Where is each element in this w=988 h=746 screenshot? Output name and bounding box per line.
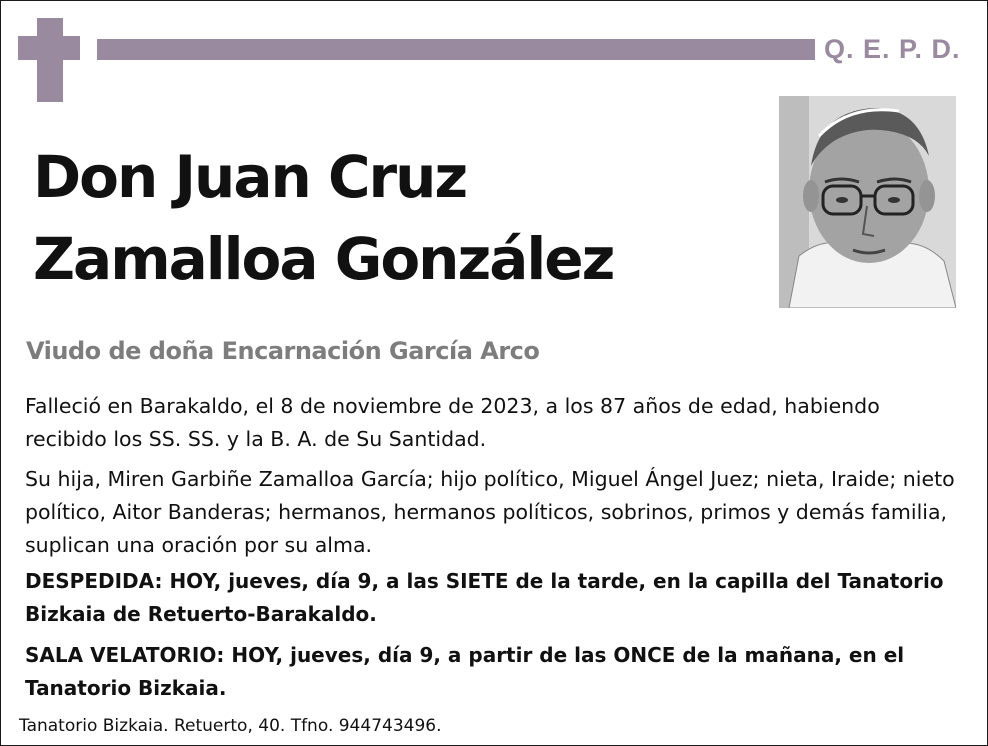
- deceased-name-line2: Zamalloa González: [33, 225, 614, 293]
- cross-horizontal-bar: [18, 36, 80, 60]
- portrait-photo: [779, 96, 956, 308]
- family-paragraph: Su hija, Miren Garbiñe Zamalloa García; hijo político, Miguel Ángel Juez; nieta, Iraide; nieto político, Aitor Banderas; hermanos, hermanos políticos, sobrinos, primos y demás familia, suplican una oración por su alma.: [25, 467, 955, 557]
- wake-room-paragraph: SALA VELATORIO: HOY, jueves, día 9, a partir de las ONCE de la mañana, en el Tanatorio Bizkaia.: [25, 643, 905, 700]
- cross-vertical-bar: [37, 18, 63, 102]
- footer-address: Tanatorio Bizkaia. Retuerto, 40. Tfno. 944743496.: [19, 716, 442, 736]
- header-divider-bar: [97, 39, 815, 60]
- qepd-label: Q. E. P. D.: [824, 34, 961, 64]
- portrait-image: [779, 96, 956, 308]
- death-notice-paragraph: Falleció en Barakaldo, el 8 de noviembre de 2023, a los 87 años de edad, habiendo recibido los SS. SS. y la B. A. de Su Santidad.: [25, 394, 880, 451]
- deceased-name-line1: Don Juan Cruz: [33, 143, 467, 211]
- deceased-name: [33, 136, 613, 300]
- farewell-paragraph: DESPEDIDA: HOY, jueves, día 9, a las SIETE de la tarde, en la capilla del Tanatorio Bizkaia de Retuerto-Barakaldo.: [25, 569, 944, 626]
- widow-subtitle: Viudo de doña Encarnación García Arco: [26, 337, 540, 365]
